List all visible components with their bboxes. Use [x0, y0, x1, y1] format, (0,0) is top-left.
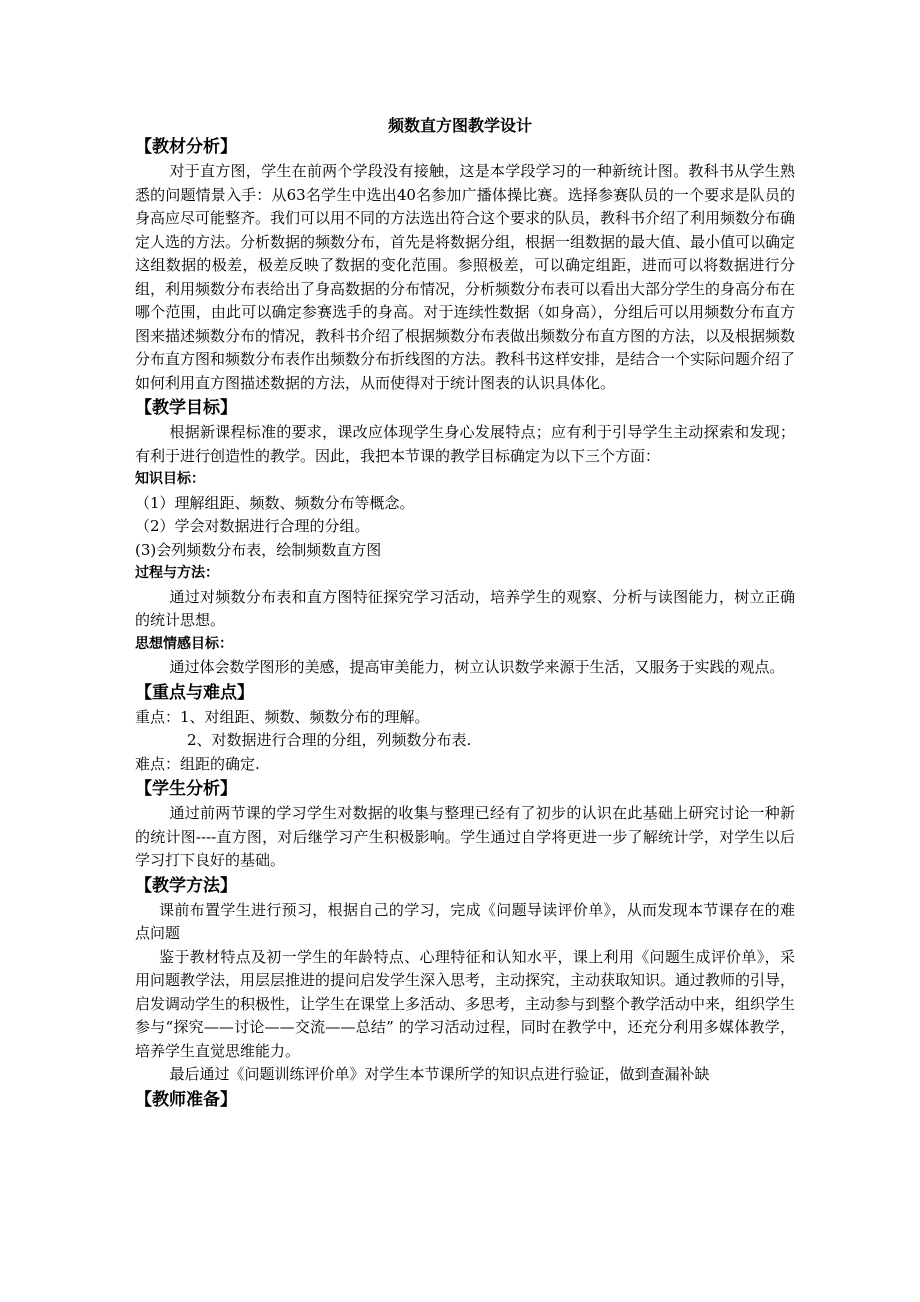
section-heading-methods: 【教学方法】	[135, 875, 237, 896]
difficulty-line: 难点：组距的确定.	[135, 754, 260, 773]
section-objectives	[135, 395, 795, 680]
students-paragraph: 通过前两节课的学习学生对数据的收集与整理已经有了初步的认识在此基础上研究讨论一种新的统计图----直方图，对后继学习产生积极影响。学生通过自学将更进一步了解统计学，对学生以后学习打下良好的基础。	[135, 804, 795, 869]
process-paragraph: 通过对频数分布表和直方图特征探究学习活动，培养学生的观察、分析与读图能力，树立正确的统计思想。	[135, 587, 795, 629]
key-point-line: 重点：1、对组距、频数、频数分布的理解。	[135, 707, 430, 726]
process-heading: 过程与方法：	[135, 565, 219, 581]
document-body	[135, 134, 795, 1113]
knowledge-item: （1）理解组距、频数、频数分布等概念。	[135, 493, 415, 512]
key-point-line: 2、对数据进行合理的分组，列频数分布表.	[187, 731, 472, 749]
section-key-points	[135, 680, 795, 777]
section-methods	[135, 873, 795, 1087]
emotion-paragraph: 通过体会数学图形的美感，提高审美能力，树立认识数学来源于生活，又服务于实践的观点。	[169, 658, 785, 676]
knowledge-heading: 知识目标：	[135, 471, 205, 487]
objectives-intro: 根据新课程标准的要求，课改应体现学生身心发展特点；应有利于引导学生主动探索和发现；有利于进行创造性的教学。因此，我把本节课的教学目标确定为以下三个方面：	[135, 423, 795, 465]
section-preparation	[135, 1087, 795, 1113]
analysis-paragraph: 对于直方图，学生在前两个学段没有接触，这是本学段学习的一种新统计图。教科书从学生熟悉的问题情景入手：从63名学生中选出40名参加广播体操比赛。选择参赛队员的一个要求是队员的身高应尽可能整齐。我们可以用不同的方法选出符合这个要求的队员，教科书介绍了利用频数分布确定人选的方法。分析数据的频数分布，首先是将数据分组，根据一组数据的最大值、最小值可以确定这组数据的极差，极差反映了数据的变化范围。参照极差，可以确定组距，进而可以将数据进行分组，利用频数分布表给出了身高数据的分布情况，分析频数分布表可以看出大部分学生的身高分布在哪个范围，由此可以确定参赛选手的身高。对于连续性数据（如身高），分组后可以用频数分布直方图来描述频数分布的情况，教科书介绍了根据频数分布表做出频数分布直方图的方法，以及根据频数分布直方图和频数分布表作出频数分布折线图的方法。教科书这样安排，是结合一个实际问题介绍了如何利用直方图描述数据的方法，从而使得对于统计图表的认识具体化。	[135, 162, 796, 392]
section-heading-key-points: 【重点与难点】	[135, 682, 254, 703]
section-heading-students: 【学生分析】	[135, 779, 237, 799]
knowledge-item: （2）学会对数据进行合理的分组。	[135, 517, 370, 535]
page-title: 频数直方图教学设计	[387, 116, 532, 135]
section-heading-analysis: 【教材分析】	[135, 137, 237, 157]
section-heading-objectives: 【教学目标】	[135, 398, 237, 418]
methods-paragraph: 课前布置学生进行预习，根据自己的学习，完成《问题导读评价单》，从而发现本节课存在的难点问题	[135, 900, 795, 942]
section-students	[135, 776, 795, 873]
knowledge-item: (3)会列频数分布表，绘制频数直方图	[135, 540, 382, 559]
methods-paragraph: 最后通过《问题训练评价单》对学生本节课所学的知识点进行验证，做到查漏补缺	[169, 1065, 710, 1083]
methods-paragraph: 鉴于教材特点及初一学生的年龄特点、心理特征和认知水平，课上利用《问题生成评价单》，采用问题教学法，用层层推进的提问启发学生深入思考，主动探究，主动获取知识。通过教师的引导，启发调动学生的积极性，让学生在课堂上多活动、多思考，主动参与到整个教学活动中来，组织学生参与“探究——讨论——交流——总结” 的学习活动过程，同时在教学中，还充分利用多媒体教学，培养学生直觉思维能力。	[135, 947, 796, 1060]
section-analysis	[135, 134, 795, 395]
emotion-heading: 思想情感目标：	[135, 635, 233, 652]
section-heading-preparation: 【教师准备】	[135, 1089, 237, 1110]
